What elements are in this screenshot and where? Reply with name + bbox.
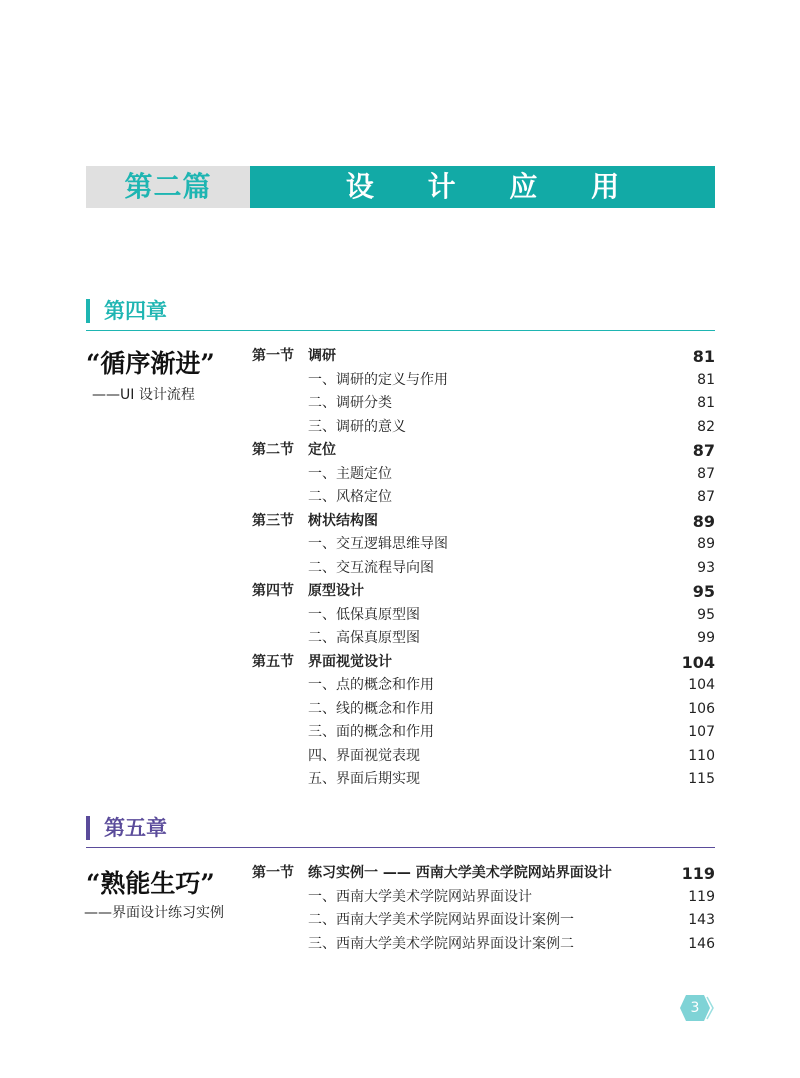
chapter-five-header bbox=[86, 813, 715, 847]
toc-subsection-row bbox=[252, 698, 715, 722]
toc-page-number: 143 bbox=[688, 912, 715, 928]
toc-subsection-row bbox=[252, 486, 715, 510]
toc-page-number: 81 bbox=[697, 395, 715, 411]
toc-entry-title: 原型设计 bbox=[308, 583, 364, 599]
toc-subsection-row bbox=[252, 674, 715, 698]
toc-section-row bbox=[252, 345, 715, 369]
toc-section-row bbox=[252, 862, 715, 886]
toc-page-number: 87 bbox=[697, 489, 715, 505]
toc-page-number: 81 bbox=[697, 371, 715, 388]
toc-page-number: 99 bbox=[697, 630, 715, 646]
chapter-five-quote: “熟能生巧” bbox=[86, 869, 215, 898]
toc-subsection-row bbox=[252, 604, 715, 628]
toc-page-number: 104 bbox=[688, 677, 715, 693]
toc-subsection-row bbox=[252, 886, 715, 910]
toc-page-number: 107 bbox=[688, 724, 715, 740]
toc-section-number: 第一节 bbox=[252, 348, 294, 364]
toc-entry-title: 二、高保真原型图 bbox=[308, 630, 420, 646]
toc-entry-title: 一、交互逻辑思维导图 bbox=[308, 536, 448, 552]
toc-section-number: 第二节 bbox=[252, 442, 294, 458]
chapter-four-subtitle: ——UI 设计流程 bbox=[92, 387, 195, 403]
toc-entry-title: 一、主题定位 bbox=[308, 465, 392, 482]
chapter-divider bbox=[86, 847, 715, 848]
toc-subsection-row bbox=[252, 627, 715, 651]
toc-entry-title: 定位 bbox=[308, 442, 336, 458]
toc-entry-title: 一、点的概念和作用 bbox=[308, 677, 434, 693]
toc-entry-title: 树状结构图 bbox=[308, 512, 378, 529]
toc-page-number: 119 bbox=[681, 864, 715, 883]
toc-page-number: 104 bbox=[681, 652, 715, 672]
toc-section-row bbox=[252, 651, 715, 675]
toc-subsection-row bbox=[252, 909, 715, 933]
toc-section-number: 第五节 bbox=[252, 653, 294, 670]
chapter-four-header bbox=[86, 296, 715, 330]
toc-entry-title: 三、调研的意义 bbox=[308, 418, 406, 435]
toc-entry-title: 界面视觉设计 bbox=[308, 653, 392, 670]
chapter-four-toc bbox=[252, 345, 715, 792]
toc-entry-title: 二、西南大学美术学院网站界面设计案例一 bbox=[308, 912, 574, 928]
chapter-divider bbox=[86, 330, 715, 331]
toc-page-number: 110 bbox=[688, 747, 715, 764]
part-label: 第二篇 bbox=[86, 166, 250, 208]
toc-entry-title: 一、低保真原型图 bbox=[308, 606, 420, 623]
toc-entry-title: 四、界面视觉表现 bbox=[308, 747, 420, 764]
toc-subsection-row bbox=[252, 416, 715, 440]
toc-entry-title: 一、调研的定义与作用 bbox=[308, 371, 448, 388]
toc-entry-title: 二、风格定位 bbox=[308, 489, 392, 505]
toc-page-number: 95 bbox=[697, 606, 715, 623]
toc-page-number: 81 bbox=[692, 347, 715, 366]
toc-section-number: 第四节 bbox=[252, 583, 294, 599]
toc-section-row bbox=[252, 439, 715, 463]
part-banner bbox=[86, 166, 715, 208]
toc-subsection-row bbox=[252, 745, 715, 769]
chapter-four-quote: “循序渐进” bbox=[86, 349, 215, 378]
toc-page-number: 106 bbox=[688, 700, 715, 717]
toc-subsection-row bbox=[252, 721, 715, 745]
toc-subsection-row bbox=[252, 768, 715, 792]
toc-page-number: 87 bbox=[697, 465, 715, 482]
toc-entry-title: 五、界面后期实现 bbox=[308, 771, 420, 787]
toc-entry-title: 二、调研分类 bbox=[308, 395, 392, 411]
toc-page-number: 82 bbox=[697, 418, 715, 435]
toc-page-number: 146 bbox=[688, 935, 715, 952]
toc-page-number: 115 bbox=[688, 771, 715, 787]
toc-section-row bbox=[252, 580, 715, 604]
chapter-accent-bar bbox=[86, 299, 90, 323]
toc-section-number: 第一节 bbox=[252, 865, 294, 881]
toc-subsection-row bbox=[252, 933, 715, 957]
toc-subsection-row bbox=[252, 463, 715, 487]
part-title: 设 计 应 用 bbox=[250, 166, 715, 208]
toc-section-number: 第三节 bbox=[252, 512, 294, 529]
toc-entry-title: 一、西南大学美术学院网站界面设计 bbox=[308, 888, 532, 905]
toc-entry-title: 三、面的概念和作用 bbox=[308, 724, 434, 740]
toc-page-number: 89 bbox=[692, 511, 715, 531]
toc-page-number: 89 bbox=[697, 536, 715, 552]
page-number-badge bbox=[680, 994, 714, 1022]
toc-entry-title: 三、西南大学美术学院网站界面设计案例二 bbox=[308, 935, 574, 952]
chapter-five-title: 第五章 bbox=[104, 816, 167, 840]
chapter-four-title: 第四章 bbox=[104, 299, 167, 323]
toc-entry-title: 二、线的概念和作用 bbox=[308, 700, 434, 717]
chapter-accent-bar bbox=[86, 816, 90, 840]
toc-entry-title: 练习实例一 —— 西南大学美术学院网站界面设计 bbox=[308, 865, 612, 881]
toc-entry-title: 调研 bbox=[308, 348, 336, 364]
toc-page-number: 87 bbox=[692, 441, 715, 460]
chapter-five-toc bbox=[252, 862, 715, 956]
toc-subsection-row bbox=[252, 533, 715, 557]
toc-section-row bbox=[252, 510, 715, 534]
toc-page-number: 119 bbox=[688, 888, 715, 905]
page-number: 3 bbox=[690, 1000, 700, 1016]
toc-page-number: 93 bbox=[697, 559, 715, 576]
toc-page-number: 95 bbox=[692, 582, 715, 601]
chapter-five-subtitle: ——界面设计练习实例 bbox=[84, 905, 224, 921]
toc-subsection-row bbox=[252, 557, 715, 581]
toc-entry-title: 二、交互流程导向图 bbox=[308, 559, 434, 576]
toc-subsection-row bbox=[252, 369, 715, 393]
toc-subsection-row bbox=[252, 392, 715, 416]
